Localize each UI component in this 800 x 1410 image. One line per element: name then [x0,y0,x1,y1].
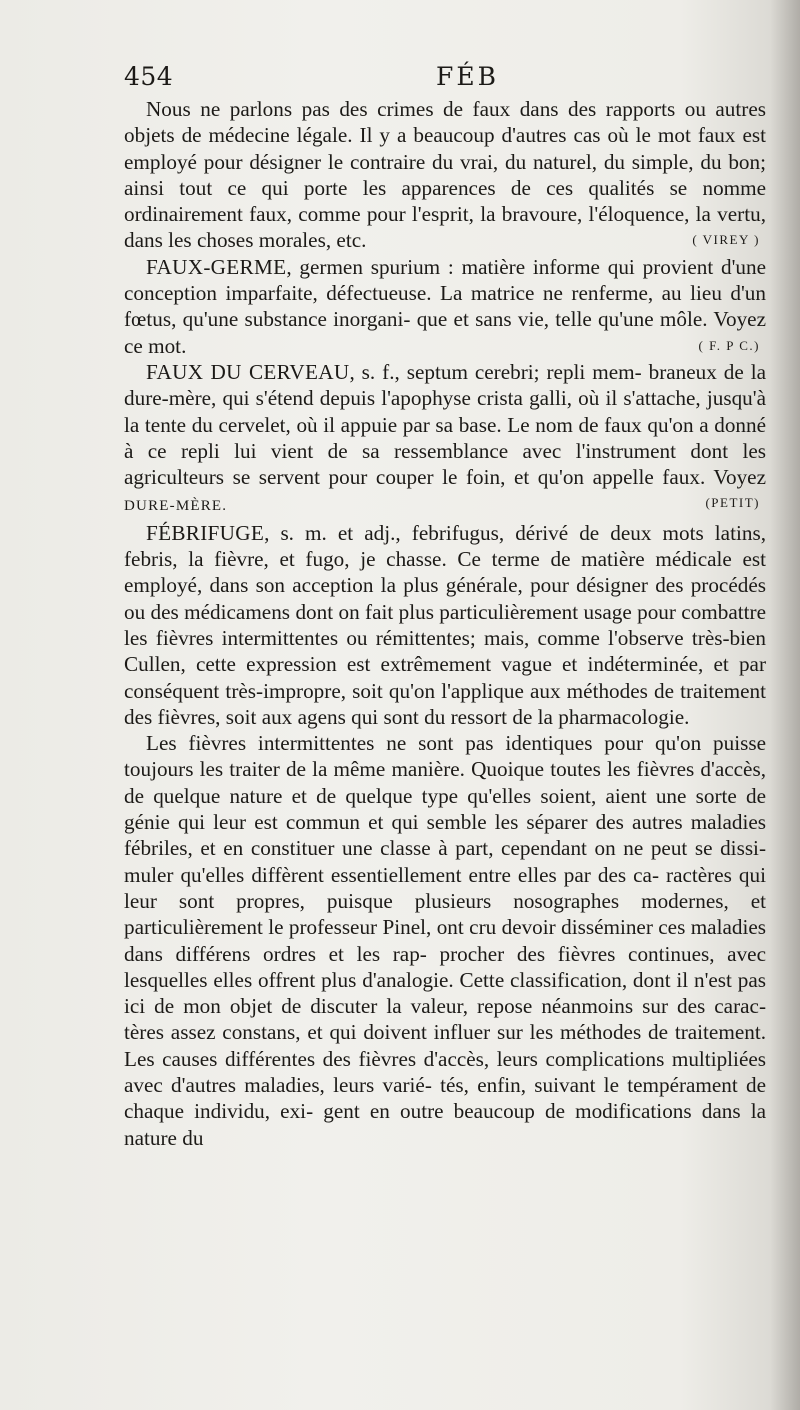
text-line: ractères qui leur sont propres, puisque plusieurs nosographes [124,862,766,913]
text-line: provient d'une conception imparfaite, défectueuse. La matrice [124,254,766,306]
headword: FAUX DU CERVEAU [146,359,350,384]
text-line: braneux de la dure-mère, qui s'étend depuis l'apophyse crista [124,359,767,411]
text-line: du vrai, du naturel, du simple, du bon; ainsi tout ce qui [124,149,766,200]
paragraph-fievres-intermittentes [124,730,766,1151]
text-line: l'applique aux méthodes de traitement des fièvres, soit aux [124,678,767,729]
text-line: mots latins, febris, la fièvre, et fugo, je chasse. Ce terme de [124,520,766,572]
text-line: objet de discuter la valeur, repose néanmoins sur des carac- [229,994,766,1019]
text-line: gent en outre beaucoup de modifications dans la nature du [124,1099,767,1150]
text-line: muler qu'elles diffèrent essentiellement entre elles par des ca- [124,862,659,887]
page-edge-shadow [770,0,800,1410]
entry-faux-du-cerveau [124,359,766,520]
text-line: tères assez constans, et qui doivent influer sur les méthodes [124,1020,642,1045]
text-line: , germen spurium : matière informe qui [286,254,635,279]
text-line: que et sans vie, telle qu'une môle. Voyez ce mot. [124,307,766,358]
text-line: agens qui sont du ressort de la pharmacologie. [297,704,690,729]
text-line: dont on fait plus particulièrement usage pour combattre les [124,599,767,650]
text-line: très-bien Cullen, cette expression est extrêmement vague et [124,625,767,677]
entry-faux-germe [124,254,766,359]
text-line: faux, comme pour l'esprit, la bravoure, l'éloquence, la vertu, [249,202,766,227]
text-line: constituer une classe à part, cependant on ne peut se dissi- [250,836,767,861]
text-line: cas où le mot faux est employé pour désigner le contraire [124,123,766,174]
text-line: ne renferme, au lieu d'un fœtus, qu'une substance inorgani- [124,281,766,332]
text-line: fièvres intermittentes ou rémittentes; mais, comme l'observe [155,625,684,650]
paragraph-faux-continuation [124,96,766,254]
author-credit: (PETIT) [705,495,760,511]
text-line: Nous ne parlons pas des crimes de faux dans des rapports [146,97,676,121]
text-line: et qui semble les séparer des autres maladies fébriles, et en [124,810,767,861]
cross-reference: DURE-MÈRE. [124,498,228,515]
author-credit: ( VIREY ) [692,232,760,248]
text-line: complications multipliées avec d'autres maladies, leurs varié- [124,1046,766,1097]
headword: FAUX-GERME [146,254,287,279]
text-line: , s. m. et adj., febrifugus, dérivé de deux [264,520,652,545]
text-line: indéterminée, et par conséquent très-impropre, soit qu'on [124,652,767,703]
text-line: les fièvres d'accès, de quelque nature et de quelque type [124,757,766,808]
text-line: puisse toujours les traiter de la même manière. Quoique toutes [124,731,767,782]
text-line: tés, enfin, suivant le tempérament de chaque individu, exi- [124,1072,767,1124]
text-line: qu'elles soient, aient une sorte de génie qui leur est commun [124,783,767,835]
page-number: 454 [124,62,174,91]
dictionary-text [124,96,766,1151]
text-line: par sa base. Le nom de faux qu'on a donné à ce repli lui vient [124,412,767,463]
text-line: modernes, et particulièrement le professeur Pinel, ont cru [124,888,766,940]
running-head: FÉB [436,62,499,91]
text-line: de traitement. Les causes différentes des fièvres d'accès, leurs [124,1020,766,1071]
text-line: Les fièvres intermittentes ne sont pas identiques pour qu'on [146,731,702,756]
author-credit: ( F. P C.) [698,337,760,353]
text-line: de sa ressemblance avec l'instrument dont les agriculteurs se [124,438,766,490]
text-line: galli, où il s'attache, jusqu'à la tente du cervelet, où il appuie [124,386,766,437]
text-line: devoir disséminer ces maladies dans différens ordres et les rap- [124,915,766,966]
text-line: procher des fièvres continues, avec lesquelles elles offrent plus [124,941,766,992]
text-line: générale, pour désigner des procédés ou des médicamens [124,573,766,624]
page-header [124,62,764,98]
text-line: servent pour couper le foin, et qu'on appelle faux. Voyez [258,465,766,490]
text-line: porte les apparences de ces qualités se nomme ordinairement [124,175,767,227]
text-line: , s. f., septum cerebri; repli mem- [349,359,642,384]
text-line: ou autres objets de médecine légale. Il y a beaucoup d'autres [124,97,766,148]
headword: FÉBRIFUGE [146,520,265,545]
text-line: d'analogie. Cette classification, dont il n'est pas ici de mon [124,967,766,1019]
text-line: matière médicale est employé, dans son acception la plus [124,547,766,598]
entry-febrifuge [124,520,766,730]
text-line: dans les choses morales, etc. [124,228,367,253]
